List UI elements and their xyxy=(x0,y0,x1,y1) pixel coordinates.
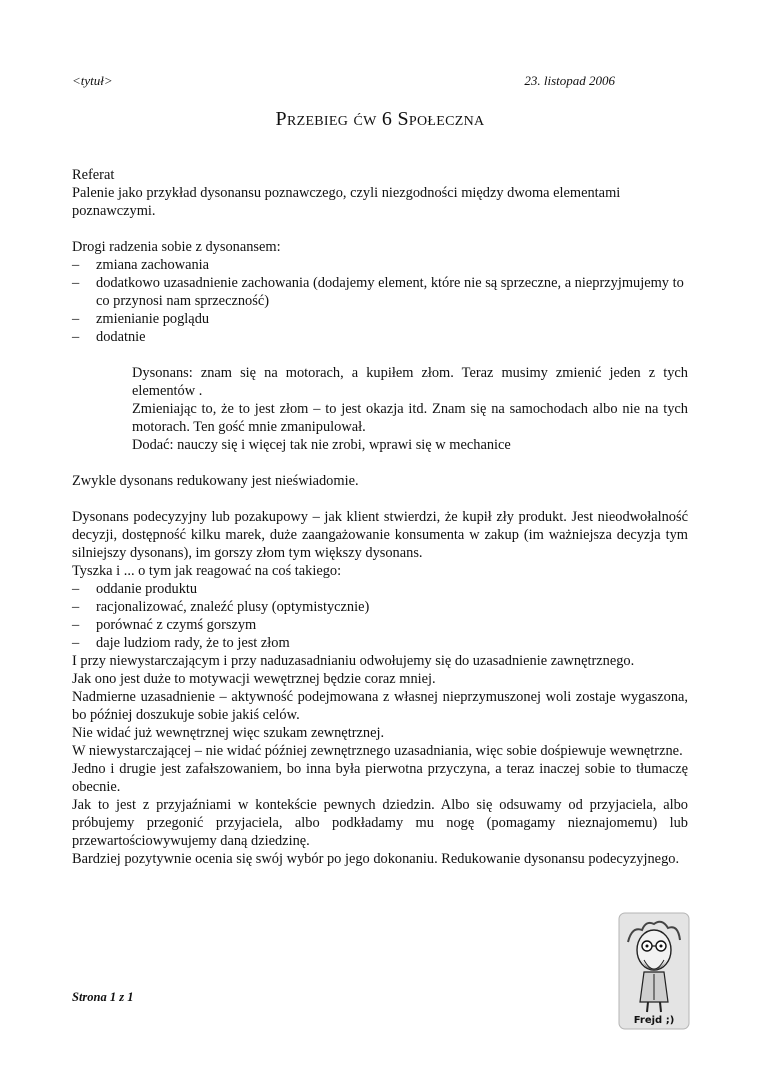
section-heading-referat: Referat xyxy=(72,167,115,183)
paragraph: Zwykle dysonans redukowany jest nieświadomie. xyxy=(72,473,359,489)
list-item: – oddanie produktu xyxy=(72,580,688,598)
paragraph: Jak ono jest duże to motywacji wewętrznej będzie coraz mniej. xyxy=(72,671,436,687)
list-heading: Drogi radzenia sobie z dysonansem: xyxy=(72,239,281,255)
page-number: Strona 1 z 1 xyxy=(72,990,134,1004)
freud-caricature-logo xyxy=(618,912,690,1030)
paragraph: W niewystarczającej – nie widać później zewnętrznego uzasadniania, więc sobie dośpiewuje wewnętrzne. xyxy=(72,743,683,759)
paragraph: Nie widać już wewnętrznej więc szukam zewnętrznej. xyxy=(72,725,385,741)
page-title: Przebieg ćw 6 Społeczna xyxy=(275,108,485,130)
paragraph: I przy niewystarczającym i przy naduzasadnianiu odwołujemy się do uzasadnienie zawnętrznego. xyxy=(72,653,635,669)
header-title-placeholder: <tytuł> xyxy=(72,73,113,88)
logo-signature-text: Frejd ;) xyxy=(633,1015,675,1026)
list-item: – racjonalizować, znaleźć plusy (optymistycznie) xyxy=(72,598,688,616)
list-item: – dodatnie xyxy=(72,328,688,346)
list-item: – zmiana zachowania xyxy=(72,256,688,274)
example-line: Zmieniając to, że to jest złom – to jest okazja itd. Znam się na samochodach albo nie na tych motorach. Ten gość mnie zmanipulował. xyxy=(132,401,688,435)
paragraph: Jak to jest z przyjaźniami w kontekście pewnych dziedzin. Albo się odsuwamy od przyjaciela, albo próbujemy przegonić przyjaciela, albo podkładamy mu nogę (pomagamy nieznajomemu) lub przewartościowywujemy daną dziedzinę. xyxy=(72,797,688,849)
example-line: Dysonans: znam się na motorach, a kupiłem złom. Teraz musimy zmienić jeden z tych elementów . xyxy=(132,365,688,399)
list-item: – porównać z czymś gorszym xyxy=(72,616,688,634)
list-item: – daje ludziom rady, że to jest złom xyxy=(72,634,688,652)
list-item: – zmienianie poglądu xyxy=(72,310,688,328)
list-heading: Tyszka i ... o tym jak reagować na coś takiego: xyxy=(72,563,342,579)
paragraph: Bardziej pozytywnie ocenia się swój wybór po jego dokonaniu. Redukowanie dysonansu podecyzyjnego. xyxy=(72,851,680,867)
header-date: 23. listopad 2006 xyxy=(524,73,615,88)
paragraph: Nadmierne uzasadnienie – aktywność podejmowana z własnej nieprzymuszonej woli zostaje wygaszona, bo później doszukuje sobie jakiś celów. xyxy=(72,689,688,723)
document-body xyxy=(72,166,688,868)
paragraph: Dysonans podecyzyjny lub pozakupowy – jak klient stwierdzi, że kupił zły produkt. Jest nieodwołalność decyzji, dostępność kilku marek, duże zaangażowanie konsumenta w zakup (im ważniejsza decyzja tym silniejszy dysonans), im gorszy złom tym większy dysonans. xyxy=(72,509,688,561)
paragraph: Jedno i drugie jest zafałszowaniem, bo inna była pierwotna przyczyna, a teraz inaczej sobie to tłumaczę obecnie. xyxy=(72,761,688,795)
list-item: – dodatkowo uzasadnienie zachowania (dodajemy element, które nie są sprzeczne, a nieprzyjmujemy to co przynosi nam sprzeczność) xyxy=(72,274,688,310)
paragraph: Palenie jako przykład dysonansu poznawczego, czyli niezgodności między dwoma elementami poznawczymi. xyxy=(72,185,621,219)
example-line: Dodać: nauczy się i więcej tak nie zrobi, wprawi się w mechanice xyxy=(132,437,511,453)
